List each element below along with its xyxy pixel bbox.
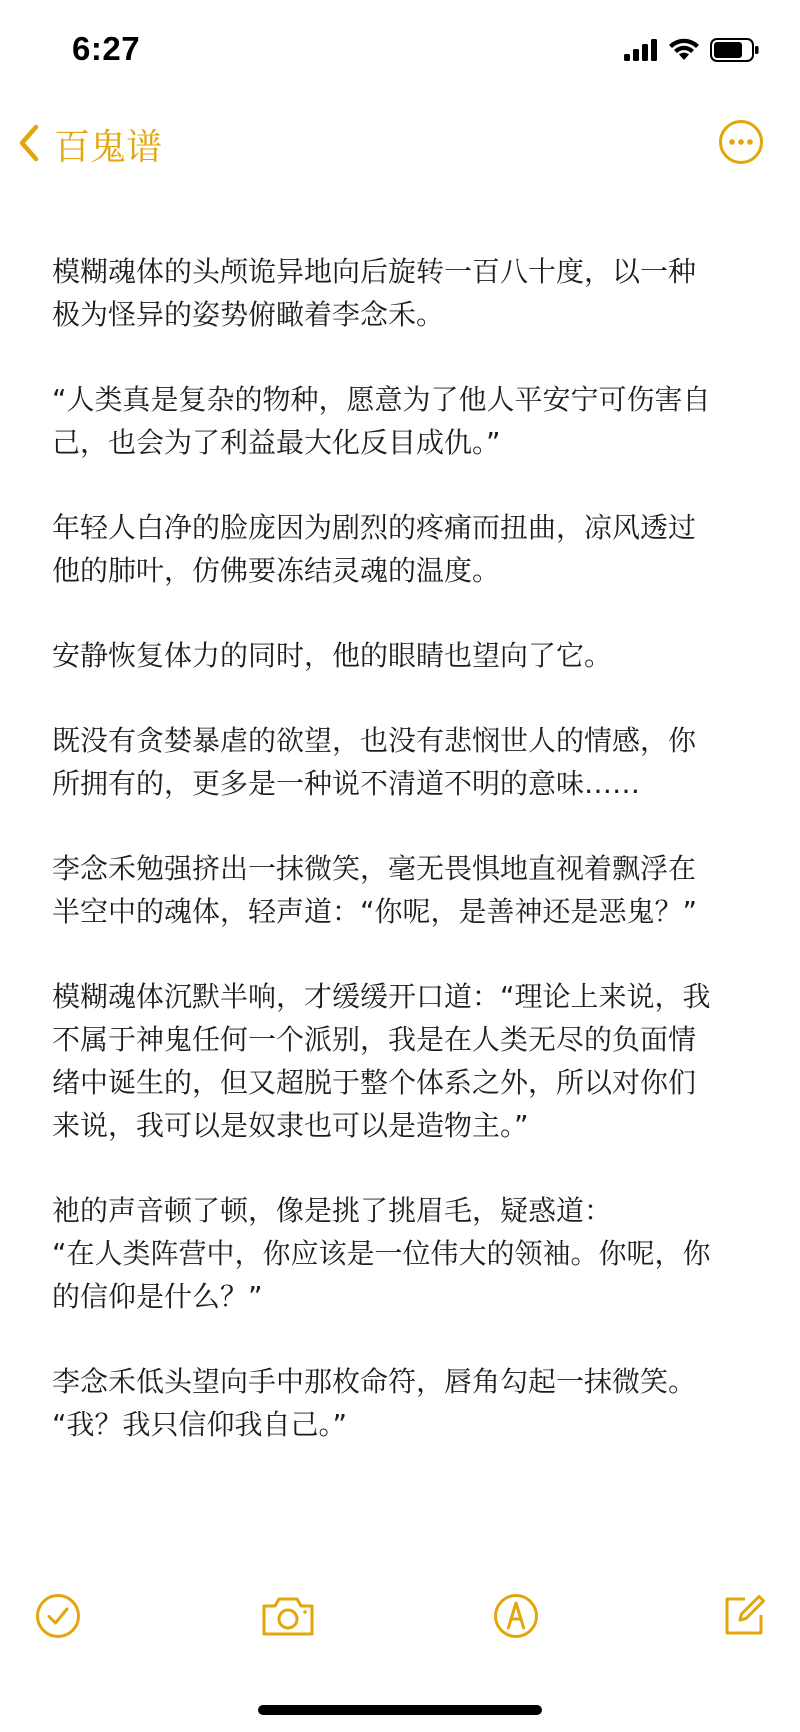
navigation-bar: [0, 105, 800, 185]
markup-pen-icon: [493, 1593, 539, 1643]
wifi-icon: [668, 38, 700, 66]
checklist-button[interactable]: [30, 1590, 86, 1646]
compose-button[interactable]: [716, 1590, 772, 1646]
note-paragraph: 李念禾低头望向手中那枚命符，唇角勾起一抹微笑。 “我？我只信仰我自己。”: [52, 1365, 697, 1441]
note-paragraph: 安静恢复体力的同时，他的眼睛也望向了它。: [52, 639, 613, 672]
status-bar: [0, 0, 800, 100]
ellipsis-circle-icon: [718, 150, 764, 169]
note-paragraph: 模糊魂体沉默半响，才缓缓开口道：“理论上来说，我 不属于神鬼任何一个派别，我是在人类无尽的负面情 绪中诞生的，但又超脱于整个体系之外，所以对你们 来说，我可以是奴隶也可以是造物主。”: [52, 980, 711, 1142]
more-options-button[interactable]: [718, 119, 764, 165]
note-paragraph: 既没有贪婪暴虐的欲望，也没有悲悯世人的情感，你 所拥有的，更多是一种说不清道不明的意味……: [52, 724, 697, 800]
bottom-toolbar: [0, 1590, 800, 1650]
markup-button[interactable]: [488, 1590, 544, 1646]
status-time: 6:27: [72, 30, 141, 67]
checklist-icon: [35, 1593, 81, 1643]
back-label: 百鬼谱: [54, 127, 163, 168]
back-button[interactable]: [16, 119, 162, 170]
note-paragraph: 年轻人白净的脸庞因为剧烈的疼痛而扭曲，凉风透过 他的肺叶，仿佛要冻结灵魂的温度。: [52, 511, 697, 587]
note-paragraph: 祂的声音顿了顿，像是挑了挑眉毛，疑惑道： “在人类阵营中，你应该是一位伟大的领袖。你呢，你 的信仰是什么？”: [52, 1194, 711, 1313]
home-indicator: [258, 1705, 542, 1715]
camera-icon: [260, 1594, 316, 1642]
status-icons: [624, 38, 760, 66]
chevron-left-icon: [16, 121, 42, 169]
note-paragraph: “人类真是复杂的物种，愿意为了他人平安宁可伤害自 己，也会为了利益最大化反目成仇。”: [52, 383, 711, 459]
note-paragraph: 李念禾勉强挤出一抹微笑，毫无畏惧地直视着飘浮在 半空中的魂体，轻声道：“你呢，是善神还是恶鬼？”: [52, 852, 698, 928]
note-body[interactable]: [52, 250, 752, 1488]
camera-button[interactable]: [258, 1590, 318, 1646]
compose-icon: [721, 1593, 767, 1643]
battery-icon: [710, 38, 760, 66]
cellular-signal-icon: [624, 39, 658, 65]
note-paragraph: 模糊魂体的头颅诡异地向后旋转一百八十度，以一种 极为怪异的姿势俯瞰着李念禾。: [52, 255, 697, 331]
